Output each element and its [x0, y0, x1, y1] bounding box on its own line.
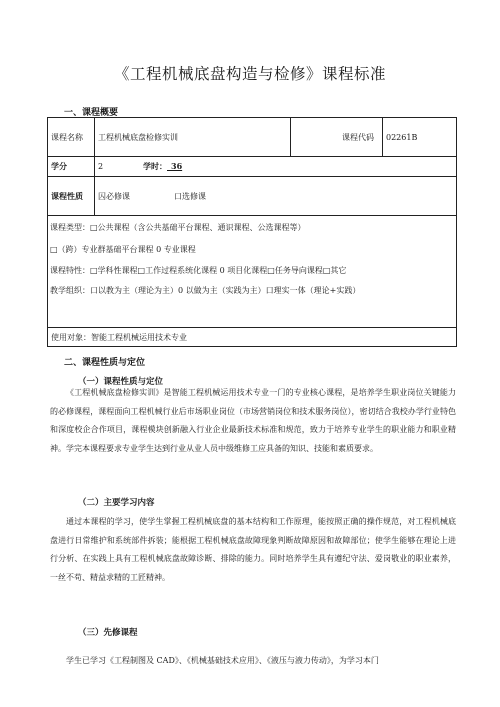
subsection-1-heading: （一）课程性质与定位 [78, 377, 164, 387]
course-feature-line: 课程特性：□学科性课程□工作过程系统化课程 0 项目化课程□任务导向课程□其它 [50, 266, 347, 275]
credit-label: 学分 [48, 157, 95, 177]
subsection-3-paragraph: 学生已学习《工程制图及 CAD》、《机械基础技术应用》、《液压与液力传动》，为学习本门 [66, 656, 379, 665]
credit-value: 2 [98, 162, 104, 171]
course-name-value: 工程机械底盘检修实训 [95, 118, 291, 157]
document-title: 《工程机械底盘构造与检修》课程标准 [113, 65, 386, 83]
audience-cell: 使用对象：智能工程机械运用技术专业 [48, 328, 457, 347]
subsection-2-paragraph: 通过本课程的学习，使学生掌握工程机械底盘的基本结构和工作原理，能按照正确的操作规范，对工程机械底盘进行日常维护和系统部件拆装；能根据工程机械底盘故障现象判断故障原因和故障部位；使学生能够在理论上进行分析、在实践上具有工程机械底盘故障诊断、排除的能力。同时培养学生具有遵纪守法、爱岗敬业的职业素养，一丝不苟、精益求精的工匠精神。 [50, 517, 456, 582]
hours-label: 学时： [143, 161, 167, 171]
course-code-label: 课程代码 [291, 118, 383, 157]
elective-course-option: 口选修课 [174, 191, 206, 201]
course-type-line: □（跨）专业群基础平台课程 0 专业课程 [50, 245, 196, 254]
section-2-heading: 二、课程性质与定位 [64, 358, 146, 368]
course-nature-label: 课程性质 [48, 177, 95, 216]
subsection-1-paragraph: 《工程机械底盘检修实训》是智能工程机械运用技术专业一门的专业核心课程，是培养学生职业岗位关键能力的必修课程，课程面向工程机械行业后市场职业岗位（市场营销岗位和技术服务岗位），密切结合我校办学行业特色和深度校企合作项目，课程模块创新融入行业企业最新技术标准和规范，致力于培养专业学生的职业能力和职业精神。学完本课程要求专业学生达到行业从业人员中级维修工应具备的知识、技能和素质要求。 [50, 388, 456, 453]
required-course-option: 囚必修课 [98, 191, 130, 201]
table-row [48, 216, 457, 328]
teaching-organization-line: 教学组织：口以教为主（理论为主）0 以做为主（实践为主）口理实一体（理论+实践） [50, 286, 361, 295]
course-type-line: 课程类型：□公共课程（含公共基础平台课程、通识课程、公选课程等） [50, 223, 306, 232]
credit-hours-cell: 2 学时：_36 [95, 157, 457, 177]
course-nature-options [95, 177, 457, 216]
table-row [48, 118, 457, 157]
hours-value: 36 [171, 161, 183, 171]
course-code-value: 02261B [383, 118, 457, 157]
course-name-label: 课程名称 [48, 118, 95, 157]
subsection-2-heading: （二）主要学习内容 [78, 498, 155, 508]
course-info-table [47, 117, 457, 347]
course-type-cell [48, 216, 457, 328]
subsection-3-heading: （三）先修课程 [78, 628, 138, 638]
section-1-heading: 一、课程概要 [64, 108, 119, 118]
table-row [48, 328, 457, 347]
table-row [48, 177, 457, 216]
table-row [48, 157, 457, 177]
